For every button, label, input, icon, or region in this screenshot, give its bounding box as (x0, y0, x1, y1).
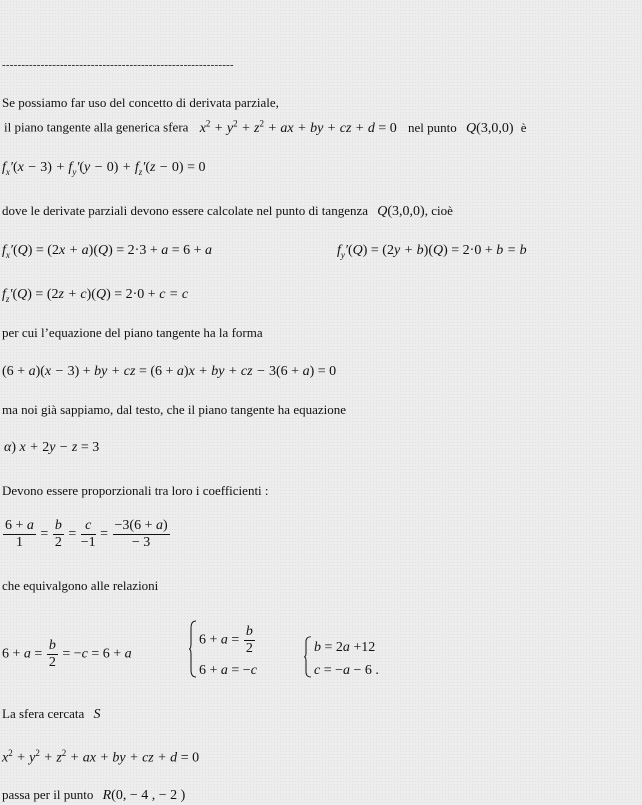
text-line-2-a: il piano tangente alla generica sfera (4, 119, 189, 135)
derivative-fx: $f_x'(Q) = (2x + a)(Q) = 2\cdot 3 + a = 6 + a$ (2, 243, 213, 260)
text-line-9 (2, 787, 185, 804)
derivative-fz: $f_z'(Q) = (2z + c)(Q) = 2\cdot 0 + c = c$ (2, 287, 189, 304)
sphere-S: S (93, 707, 101, 722)
text-line-4: per cui l’equazione del piano tangente ha la forma (2, 325, 263, 340)
point-Q: Q(3,0,0) (466, 120, 514, 136)
point-Q-2: Q(3,0,0) (377, 204, 425, 219)
tangent-plane-general: $f_x'(x - 3) + f_y'(y - 0) + f_z'(z - 0) = 0$ (2, 160, 206, 177)
text-line-3-a: dove le derivate parziali devono essere calcolate nel punto di tangenza (2, 203, 368, 218)
system-brace-2 (304, 636, 312, 694)
text-line-7: che equivalgono alle relazioni (2, 578, 159, 593)
system-1-row-2: 6 + a = −c (199, 663, 257, 678)
plane-form-equation: (6 + a)(x − 3) + by + cz = (6 + a)x + by + cz − 3(6 + a) = 0 (2, 364, 337, 379)
text-line-3 (2, 203, 453, 220)
system-2-row-1: b = 2a +12 (314, 640, 376, 655)
text-line-3-b: , cioè (424, 203, 453, 218)
text-line-2-c: è (520, 119, 527, 135)
separator-rule: ------------------------------------------------------------ (2, 59, 234, 71)
plane-alpha-equation: α) x + 2y − z = 3 (4, 440, 100, 455)
system-1-row-1: 6 + a = $\frac{b}{2}$ (199, 624, 253, 656)
system-brace-1 (189, 620, 197, 678)
derivative-fy: $f_y'(Q) = (2y + b)(Q) = 2\cdot 0 + b = b$ (337, 243, 527, 260)
text-line-2-b: nel punto (408, 119, 457, 135)
text-line-1: Se possiamo far uso del concetto di derivata parziale, (2, 95, 279, 110)
system-2-row-2: c = −a − 6 . (314, 663, 379, 678)
text-line-6: Devono essere proporzionali tra loro i coefficienti : (2, 483, 269, 498)
sphere-equation: $x^2 + y^2 + z^2$ + ax + by + cz + d = 0 (199, 118, 397, 136)
sphere-equation-2: $x^2 + y^2 + z^2$ + ax + by + cz + d = 0 (2, 748, 200, 766)
text-line-9-a: passa per il punto (2, 787, 94, 802)
proportion-equation: $\frac{6 + a}{1}$ = $\frac{b}{2}$ = $\frac{c}{-1}$ = $\frac{-3(6 + a)}{- 3}$ (5, 518, 168, 550)
text-line-8-a: La sfera cercata (2, 706, 85, 721)
relation-chain: 6 + a = $\frac{b}{2}$ = −c = 6 + a (2, 638, 132, 670)
text-line-8 (2, 706, 101, 723)
point-R: R(0, − 4 , − 2 ) (102, 788, 186, 803)
text-line-2 (4, 118, 527, 137)
text-line-5: ma noi già sappiamo, dal testo, che il piano tangente ha equazione (2, 402, 347, 417)
